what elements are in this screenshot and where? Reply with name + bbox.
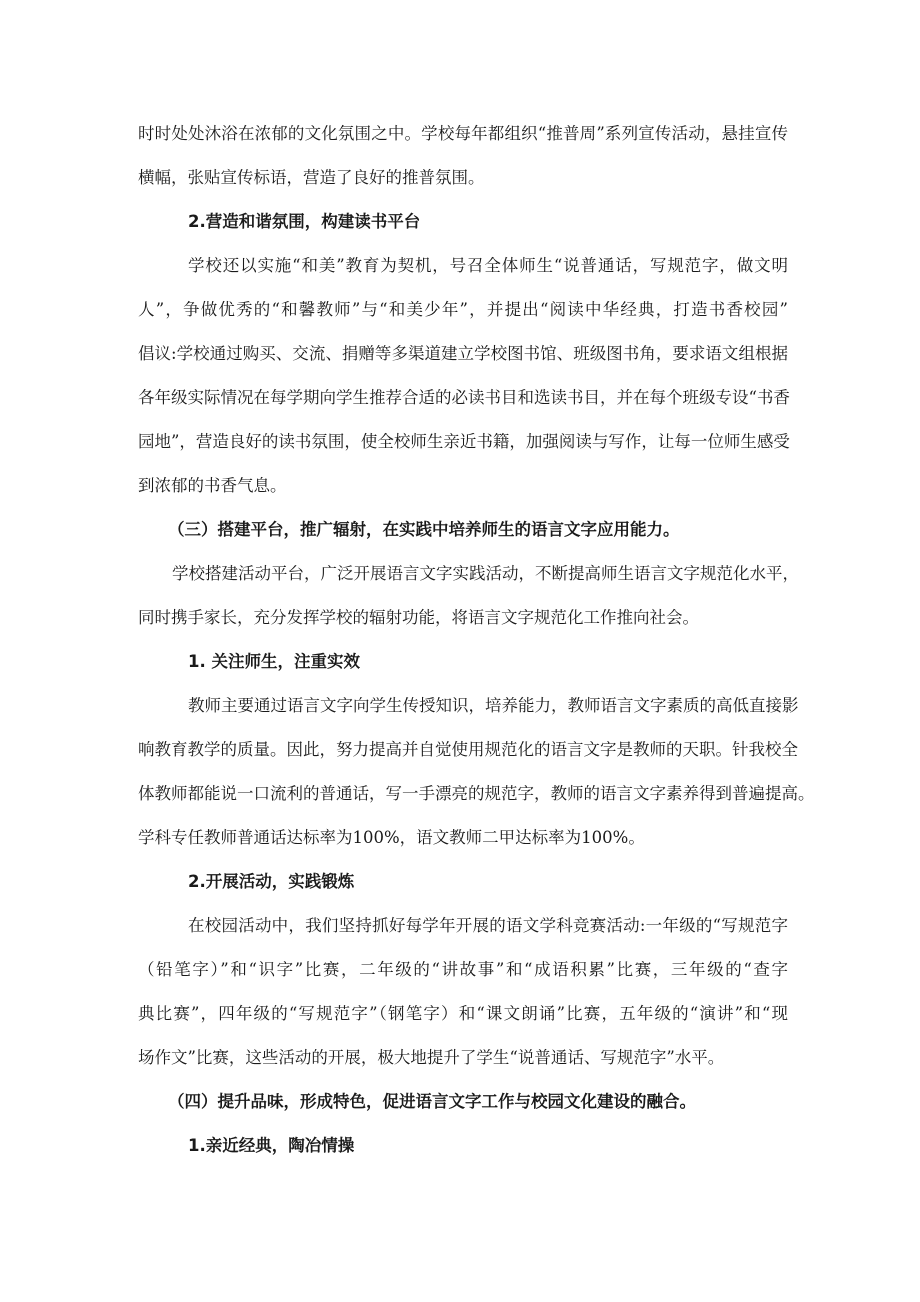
paragraph-line: （铅笔字）”和“识字”比赛，二年级的“讲故事”和“成语积累”比赛，三年级的“查字 (138, 960, 788, 979)
paragraph-line: 体教师都能说一口流利的普通话，写一手漂亮的规范字，教师的语言文字素养得到普遍提高。 (138, 784, 815, 803)
paragraph-line: 时时处处沐浴在浓郁的文化氛围之中。学校每年都组织“推普周”系列宣传活动，悬挂宣传 (138, 124, 788, 143)
paragraph-line: 学校搭建活动平台，广泛开展语言文字实践活动，不断提高师生语言文字规范化水平， (172, 564, 799, 583)
paragraph-line: 各年级实际情况在每学期向学生推荐合适的必读书目和选读书目，并在每个班级专设“书香 (138, 388, 790, 407)
paragraph-line: 学科专任教师普通话达标率为100%，语文教师二甲达标率为100%。 (138, 828, 645, 847)
section-heading: （四）提升品味，形成特色，促进语言文字工作与校园文化建设的融合。 (168, 1092, 696, 1111)
paragraph-line: 倡议:学校通过购买、交流、捐赠等多渠道建立学校图书馆、班级图书角，要求语文组根据 (138, 344, 788, 363)
paragraph-line: 横幅，张贴宣传标语，营造了良好的推普氛围。 (138, 168, 485, 187)
paragraph-line: 典比赛”，四年级的“写规范字”（钢笔字）和“课文朗诵”比赛，五年级的“演讲”和“现 (138, 1004, 788, 1023)
paragraph-line: 在校园活动中，我们坚持抓好每学年开展的语文学科竞赛活动:一年级的“写规范字 (188, 916, 788, 935)
paragraph-line: 人”，争做优秀的“和馨教师”与“和美少年”，并提出“阅读中华经典，打造书香校园” (138, 300, 788, 319)
section-heading: 2.营造和谐氛围，构建读书平台 (188, 212, 421, 231)
paragraph-line: 响教育教学的质量。因此，努力提高并自觉使用规范化的语言文字是教师的天职。针我校全 (138, 740, 798, 759)
paragraph-line: 场作文”比赛，这些活动的开展，极大地提升了学生“说普通话、写规范字”水平。 (138, 1048, 725, 1067)
section-heading: （三）搭建平台，推广辐射，在实践中培养师生的语言文字应用能力。 (168, 520, 680, 539)
paragraph-line: 同时携手家长，充分发挥学校的辐射功能，将语言文字规范化工作推向社会。 (138, 608, 699, 627)
paragraph-line: 学校还以实施“和美”教育为契机，号召全体师生“说普通话，写规范字，做文明 (188, 256, 788, 275)
section-heading: 2.开展活动，实践锻炼 (188, 872, 355, 891)
paragraph-line: 园地”，营造良好的读书氛围，使全校师生亲近书籍，加强阅读与写作，让每一位师生感受 (138, 432, 790, 451)
section-heading: 1.亲近经典，陶冶情操 (188, 1136, 355, 1155)
section-heading: 1. 关注师生，注重实效 (188, 652, 360, 671)
paragraph-line: 到浓郁的书香气息。 (138, 476, 287, 495)
paragraph-line: 教师主要通过语言文字向学生传授知识，培养能力，教师语言文字素质的高低直接影 (188, 696, 799, 715)
